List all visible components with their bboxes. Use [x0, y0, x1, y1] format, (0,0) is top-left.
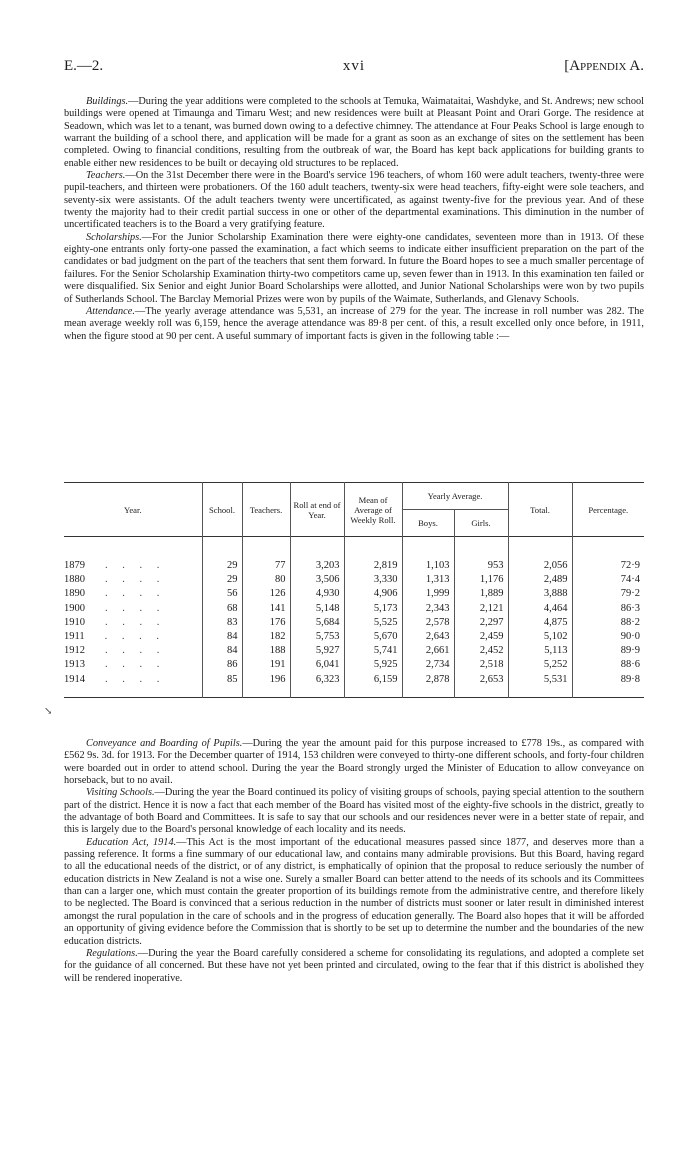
cell-teachers: 77	[242, 559, 290, 573]
cell-total: 5,113	[508, 644, 572, 658]
table-row	[64, 602, 644, 616]
header-school: School.	[202, 483, 242, 537]
leader-dots: . . . .	[105, 560, 166, 571]
year-value: 1910	[64, 616, 85, 628]
cell-mean: 5,670	[344, 630, 402, 644]
cell-year	[64, 573, 202, 587]
paragraph-text: —During the year the Board carefully considered a scheme for consolidating its regulations, and adopted a complete set for the guidance of all concerned. But these have not yet been printed and circulated, owing to the fear that if this district is abolished they will be rendered inoperative.	[64, 947, 644, 984]
header-girls: Girls.	[454, 510, 508, 537]
cell-girls: 2,452	[454, 644, 508, 658]
cell-mean: 5,525	[344, 616, 402, 630]
cell-girls: 2,518	[454, 658, 508, 672]
cell-pct: 89·9	[620, 645, 640, 657]
cell-total: 5,252	[508, 658, 572, 672]
table-row	[64, 658, 644, 672]
header-yearly-average: Yearly Average.	[402, 483, 508, 510]
cell-year	[64, 673, 202, 687]
cell-roll: 5,927	[290, 644, 344, 658]
cell-school: 85	[202, 673, 242, 687]
cell-pct: 86·3	[620, 602, 640, 614]
cell-teachers: 126	[242, 587, 290, 601]
year-value: 1912	[64, 645, 85, 657]
cell-teachers: 141	[242, 602, 290, 616]
cell-girls: 2,297	[454, 616, 508, 630]
page-number: xvi	[342, 58, 366, 74]
summary-table	[64, 482, 644, 698]
year-value: 1913	[64, 659, 85, 671]
cell-year	[64, 644, 202, 658]
leader-dots: . . . .	[105, 588, 166, 600]
body-text-bottom	[64, 738, 644, 985]
cell-total: 5,102	[508, 630, 572, 644]
cell-total: 2,489	[508, 573, 572, 587]
cell-roll: 5,753	[290, 630, 344, 644]
paragraph-text: —During the year additions were completed to the schools at Temuka, Waimataitai, Washdyke, and St. Andrews; new school buildings were opened at Timaunga and Timaru West; and new residences were built at Pleasant Point and Orari Gorge. The residence at Seadown, which was let to a tenant, was burned down owing to a defective chimney. The attendance at Four Peaks School is large enough to warrant the building of a school there, and application will be made for a grant as soon as an exchange of sites on the settlement has been completed. Owing to financial conditions, resulting from the outbreak of war, the Board has kept back applications for building grants to enable either new residences to be built or decaying old structures to be replaced.	[64, 96, 644, 169]
paragraph-attendance	[64, 306, 644, 343]
cell-mean: 3,330	[344, 573, 402, 587]
page-header	[64, 58, 644, 82]
cell-mean: 5,741	[344, 644, 402, 658]
cell-year	[64, 616, 202, 630]
year-value: 1879	[64, 560, 85, 571]
table-spacer	[64, 537, 644, 560]
paragraph-text: —During the year the Board continued its policy of visiting groups of schools, paying special attention to the southern part of the district. Hence it is now a fact that each member of the Board has visited most of the eighty-five schools in the district, greatly to the advantage of both Board and Committees. It is safe to say that our schools and our residences never were in a better state of repair, and this is largely due to the Board's personal knowledge of each locality and its needs.	[64, 787, 645, 836]
cell-pct: 79·2	[620, 588, 640, 600]
paragraph-buildings	[64, 96, 644, 170]
cell-teachers: 191	[242, 658, 290, 672]
cell-total: 4,464	[508, 602, 572, 616]
cell-school: 29	[202, 559, 242, 573]
cell-school: 83	[202, 616, 242, 630]
year-value: 1911	[64, 631, 85, 643]
paragraph-regulations	[64, 948, 644, 985]
cell-girls: 953	[454, 559, 508, 573]
paragraph-teachers	[64, 170, 644, 232]
paragraph-text: —During the year the amount paid for this purpose increased to £778 19s., as compared with £562 9s. 3d. for 1913. For the December quarter of 1914, 153 children were conveyed to thirty-one different schools, and forty-four children were boarded out in order to attend school. During the year the Board strongly urged the Minister of Education to allow conveyance on horseback, but to no avail.	[64, 738, 644, 787]
table-header	[64, 483, 644, 537]
paragraph-text: —On the 31st December there were in the Board's service 196 teachers, of whom 160 were adult teachers, twenty-three were pupil-teachers, and thirteen were probationers. Of the 160 adult teachers, twenty-six were head teachers, fifty-eight were sole teachers, and seventy-six were assistants. Of the adult teachers twenty were uncertificated, as against twenty-five for the previous year. And of these twenty the majority had to their credit partial success in one or other of the departmental examinations. This diminution in the number of uncertificated teachers is to the Board a very gratifying feature.	[64, 170, 644, 231]
body-text-top	[64, 96, 644, 343]
header-percentage: Percentage.	[588, 504, 629, 515]
cell-year	[64, 602, 202, 616]
cell-boys: 1,313	[402, 573, 454, 587]
paragraph-heading: Regulations.	[86, 947, 138, 959]
paragraph-heading: Attendance.	[86, 305, 135, 317]
year-value: 1890	[64, 588, 85, 600]
cell-roll: 4,930	[290, 587, 344, 601]
year-value: 1900	[64, 602, 85, 614]
cell-teachers: 196	[242, 673, 290, 687]
cell-boys: 2,734	[402, 658, 454, 672]
cell-boys: 2,661	[402, 644, 454, 658]
cell-teachers: 80	[242, 573, 290, 587]
cell-year	[64, 559, 202, 573]
cell-mean: 6,159	[344, 673, 402, 687]
cell-pct: 90·0	[620, 631, 640, 643]
cell-roll: 3,506	[290, 573, 344, 587]
paragraph-text: —This Act is the most important of the educational measures passed since 1877, and deserves more than a passing reference. It forms a fine summary of our educational law, and contains many admirable provisions. But this Board, having regard to all the educational needs of the district, or of any district, is emphatically of opinion that the proposal to reduce seriously the number of education districts in New Zealand is not a wise one. Surely a smaller Board can better attend to the needs of its schools and its Committees than can a larger one, which must contain the greater proportion of its buildings remote from the administrative centre, and therefore likely to be neglected. The Board is convinced that a serious reduction in the number of districts must sooner or later result in diminished interest amongst the rural population in the care of schools and in the progress of education generally. The Board also hopes that it will be afforded an opportunity of giving evidence before the Commission that is shortly to be set up to determine the number and the boundaries of the new education districts.	[64, 836, 644, 947]
paragraph-scholarships	[64, 232, 644, 306]
cell-mean: 5,925	[344, 658, 402, 672]
cell-boys: 2,578	[402, 616, 454, 630]
margin-mark: ↘	[44, 706, 53, 717]
leader-dots: . . . .	[105, 673, 166, 685]
header-boys: Boys.	[402, 510, 454, 537]
cell-school: 86	[202, 658, 242, 672]
cell-roll: 6,323	[290, 673, 344, 687]
paragraph-visiting-schools	[64, 787, 644, 836]
cell-girls: 2,653	[454, 673, 508, 687]
leader-dots: . . . .	[105, 616, 166, 628]
table-row	[64, 559, 644, 573]
cell-mean: 4,906	[344, 587, 402, 601]
cell-school: 56	[202, 587, 242, 601]
header-year: Year.	[64, 483, 202, 537]
paragraph-heading: Visiting Schools.	[86, 787, 155, 799]
cell-roll: 5,148	[290, 602, 344, 616]
cell-pct: 88·6	[620, 659, 640, 671]
cell-girls: 1,176	[454, 573, 508, 587]
cell-teachers: 188	[242, 644, 290, 658]
cell-school: 29	[202, 573, 242, 587]
cell-year	[64, 587, 202, 601]
cell-school: 84	[202, 630, 242, 644]
leader-dots: . . . .	[105, 574, 166, 586]
year-value: 1880	[64, 574, 85, 586]
header-mean: Mean of Average of Weekly Roll.	[344, 483, 402, 537]
appendix-label: [Appendix A.	[564, 58, 644, 74]
cell-boys: 2,643	[402, 630, 454, 644]
header-total: Total.	[508, 483, 572, 537]
cell-school: 68	[202, 602, 242, 616]
leader-dots: . . . .	[105, 602, 166, 614]
paragraph-heading: Education Act, 1914.	[86, 836, 177, 848]
cell-school: 84	[202, 644, 242, 658]
cell-pct: 72·9	[620, 560, 640, 571]
cell-pct: 89·8	[620, 673, 640, 685]
cell-year	[64, 630, 202, 644]
cell-roll: 3,203	[290, 559, 344, 573]
cell-pct: 74·4	[620, 574, 640, 586]
paragraph-text: —The yearly average attendance was 5,531, an increase of 279 for the year. The increase in roll number was 282. The mean average weekly roll was 6,159, hence the average attendance was 89·8 per cent. of this, a result excelled only once before, in 1911, when the figure stood at 90 per cent. A useful summary of important facts is given in the following table :—	[64, 305, 644, 342]
cell-girls: 2,121	[454, 602, 508, 616]
cell-total: 4,875	[508, 616, 572, 630]
cell-boys: 1,999	[402, 587, 454, 601]
leader-dots: . . . .	[105, 645, 166, 657]
cell-girls: 1,889	[454, 587, 508, 601]
paragraph-heading: Scholarships.	[86, 231, 142, 243]
year-value: 1914	[64, 673, 85, 685]
table-body	[64, 537, 644, 698]
header-roll: Roll at end of Year.	[290, 483, 344, 537]
cell-roll: 6,041	[290, 658, 344, 672]
attendance-summary-table	[64, 482, 644, 698]
cell-boys: 1,103	[402, 559, 454, 573]
cell-total: 2,056	[508, 559, 572, 573]
cell-pct: 88·2	[620, 616, 640, 628]
cell-total: 5,531	[508, 673, 572, 687]
table-row	[64, 644, 644, 658]
cell-total: 3,888	[508, 587, 572, 601]
paragraph-heading: Conveyance and Boarding of Pupils.	[86, 738, 243, 749]
cell-girls: 2,459	[454, 630, 508, 644]
paragraph-text: —For the Junior Scholarship Examination there were eighty-one candidates, seventeen more than in 1913. Of these eighty-one entrants only forty-one passed the examination, a fact which seems to indicate either insufficient preparation on the part of the candidates or bad judgment on the part of the teachers that sent them forward. In future the Board hopes to see a much smaller percentage of failures. For the Senior Scholarship Examination thirty-two competitors came up, seven fewer than in 1913. In this examination ten failed or were disqualified. Six Senior and eight Junior Board Scholarships were allotted, and Junior National Scholarships were won by two pupils of Sutherlands School. The Barclay Memorial Prizes were won by pupils of the Waimate, Sutherlands, and Glenavy Schools.	[64, 231, 644, 305]
cell-mean: 2,819	[344, 559, 402, 573]
paragraph-heading: Buildings.	[86, 96, 129, 107]
cell-roll: 5,684	[290, 616, 344, 630]
cell-teachers: 176	[242, 616, 290, 630]
report-code: E.—2.	[64, 58, 104, 74]
table-end-spacer	[64, 687, 644, 698]
table-row	[64, 573, 644, 587]
paragraph-heading: Teachers.	[86, 170, 126, 182]
table-row	[64, 616, 644, 630]
cell-mean: 5,173	[344, 602, 402, 616]
paragraph-education-act	[64, 837, 644, 948]
cell-boys: 2,343	[402, 602, 454, 616]
leader-dots: . . . .	[105, 659, 166, 671]
paragraph-conveyance	[64, 738, 644, 787]
cell-teachers: 182	[242, 630, 290, 644]
cell-year	[64, 658, 202, 672]
table-row	[64, 630, 644, 644]
table-row	[64, 587, 644, 601]
cell-boys: 2,878	[402, 673, 454, 687]
table-row	[64, 673, 644, 687]
leader-dots: . . . .	[104, 631, 165, 643]
header-teachers: Teachers.	[242, 483, 290, 537]
